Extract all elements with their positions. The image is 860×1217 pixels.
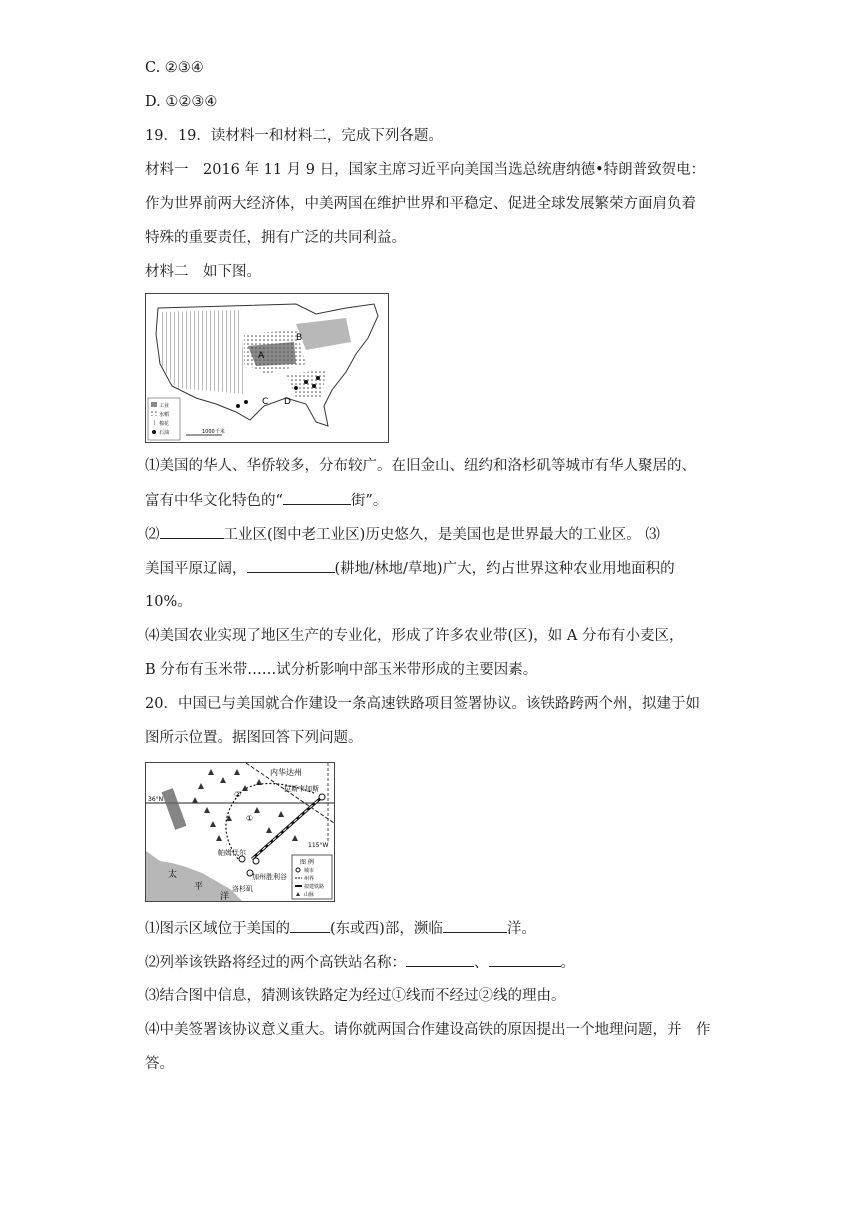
q20-4-line-2: 答。 <box>145 1056 174 1072</box>
answer-blank[interactable] <box>247 558 335 573</box>
railway-map-graphic <box>146 763 334 901</box>
question-19-heading: 19．19．读材料一和材料二，完成下列各题。 <box>145 128 443 144</box>
city-las-vegas: 拉斯韦加斯 <box>284 785 319 793</box>
option-c: C. ②③④ <box>145 60 204 76</box>
q19-3-text-post: (耕地/林地/草地)广大，约占世界这种农业用地面积的 <box>334 561 675 577</box>
q19-3-line-1 <box>145 558 675 579</box>
q20-3-line: ⑶结合图中信息，猜测该铁路定为经过①线而不经过②线的理由。 <box>145 988 566 1004</box>
q19-2-line <box>145 524 660 545</box>
city-palmdale: 帕姆代尔 <box>218 849 246 857</box>
q19-3-line-2: 10%。 <box>145 594 192 610</box>
route-2-label: ② <box>234 790 242 799</box>
ocean-char-3: 洋 <box>220 892 230 901</box>
legend-city: 城市 <box>304 868 315 874</box>
q19-2-text-pre: ⑵ <box>145 527 160 543</box>
q20-heading-1: 20．中国已与美国就合作建设一条高速铁路项目签署协议。该铁路跨两个州，拟建于如 <box>145 696 700 712</box>
material-1-line-1: 材料一 2016 年 11 月 9 日，国家主席习近平向美国当选总统唐纳德•特朗普致贺电： <box>145 162 706 178</box>
region-label-d: D <box>284 397 291 407</box>
map-scale: 1000千米 <box>202 429 225 435</box>
latitude-label: 36°N <box>148 796 164 803</box>
city-victorville: 加州胜利谷 <box>252 873 287 881</box>
legend-item-1: 工业 <box>159 403 170 409</box>
legend-item-4: 石油 <box>159 430 170 436</box>
longitude-label: 115°W <box>308 842 329 849</box>
material-1-line-2: 作为世界前两大经济体，中美两国在维护世界和平稳定、促进全球发展繁荣方面肩负着 <box>145 196 696 212</box>
mountain-icons <box>192 769 298 841</box>
answer-blank[interactable] <box>443 918 507 933</box>
legend-item-3: 棉花 <box>159 421 170 427</box>
city-los-angeles: 洛杉矶 <box>232 885 253 893</box>
railway-map <box>145 762 335 902</box>
option-d: D. ①②③④ <box>145 94 218 110</box>
legend-railway: 拟建铁路 <box>304 884 325 890</box>
answer-blank[interactable] <box>406 952 474 967</box>
q20-1-text-post: 洋。 <box>506 921 536 937</box>
q19-1-text-pre: 富有中华文化特色的“ <box>145 493 283 509</box>
ocean-char-2: 平 <box>194 882 204 892</box>
usa-map-graphic <box>146 294 388 442</box>
answer-blank[interactable] <box>489 952 561 967</box>
q20-1-line <box>145 918 536 939</box>
q20-2-line <box>145 952 575 973</box>
answer-blank[interactable] <box>290 918 330 933</box>
q20-1-text-pre: ⑴图示区域位于美国的 <box>145 921 290 937</box>
region-label-a: A <box>258 351 265 361</box>
answer-blank[interactable] <box>160 524 224 539</box>
q19-3-text-pre: 美国平原辽阔， <box>145 561 247 577</box>
region-label-b: B <box>296 333 303 343</box>
q19-1-line-2 <box>145 490 387 511</box>
legend-border: 州界 <box>304 876 315 882</box>
material-1-line-3: 特殊的重要责任，拥有广泛的共同利益。 <box>145 230 406 246</box>
material-2: 材料二 如下图。 <box>145 264 261 280</box>
ocean-char-1: 太 <box>168 870 178 880</box>
q20-1-text-mid: (东或西)部，濒临 <box>330 921 443 937</box>
q19-4-line-2: B 分布有玉米带……试分析影响中部玉米带形成的主要因素。 <box>145 662 538 678</box>
legend-item-2: 水稻 <box>159 412 170 418</box>
q19-4-line-1: ⑷美国农业实现了地区生产的专业化，形成了许多农业带(区)，如 A 分布有小麦区， <box>145 628 684 644</box>
legend-title: 图 例 <box>300 859 314 866</box>
answer-blank[interactable] <box>283 490 351 505</box>
q20-2-text-post: 。 <box>560 955 575 971</box>
region-label-c: C <box>262 397 269 407</box>
q19-1-line-1: ⑴美国的华人、华侨较多，分布较广。在旧金山、纽约和洛杉矶等城市有华人聚居的、 <box>145 458 696 474</box>
legend-mountain: 山脉 <box>304 892 315 898</box>
usa-agriculture-map <box>145 293 389 443</box>
q20-2-text-mid: 、 <box>474 955 489 971</box>
route-1-label: ① <box>246 814 254 823</box>
q20-2-text-pre: ⑵列举该铁路将经过的两个高铁站名称： <box>145 955 406 971</box>
q20-heading-2: 图所示位置。据图回答下列问题。 <box>145 730 363 746</box>
state-label: 内华达州 <box>270 768 302 777</box>
q20-4-line-1: ⑷中美签署该协议意义重大。请你就两国合作建设高铁的原因提出一个地理问题，并 作 <box>145 1022 711 1038</box>
q19-2-text-post: 工业区(图中老工业区)历史悠久，是美国也是世界最大的工业区。 ⑶ <box>223 527 660 543</box>
q19-1-text-post: 街”。 <box>350 493 388 509</box>
